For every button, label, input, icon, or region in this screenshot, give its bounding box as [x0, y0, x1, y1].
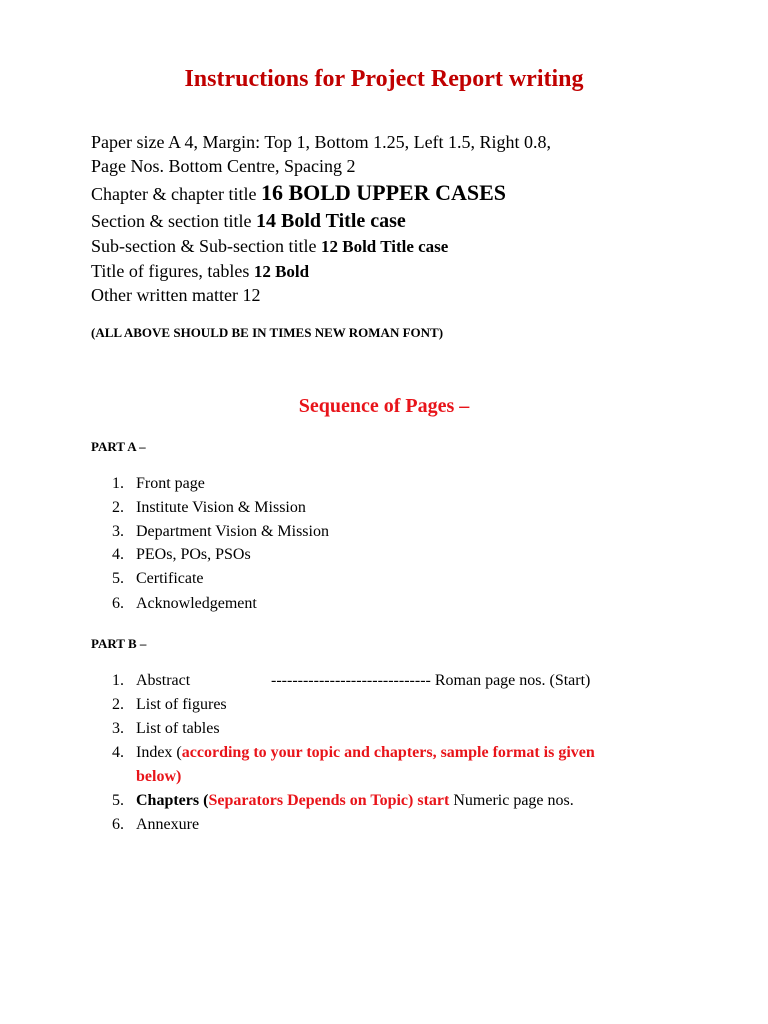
- chapters-label: Chapters (: [136, 792, 209, 809]
- spec-chapter-value: 16 BOLD UPPER CASES: [260, 180, 507, 205]
- list-text: Index (: [136, 744, 182, 761]
- list-number: 3.: [112, 523, 124, 540]
- list-number: 3.: [112, 720, 124, 737]
- spec-subsection-line: [91, 237, 448, 255]
- list-text: Department Vision & Mission: [136, 523, 329, 540]
- spec-subsection-value: 12 Bold Title case: [320, 237, 449, 256]
- list-number: 1.: [112, 475, 124, 492]
- list-text: Front page: [136, 475, 205, 492]
- list-number: 4.: [112, 744, 124, 761]
- roman-page-note: Roman page nos. (Start): [430, 672, 591, 689]
- index-line: [136, 745, 595, 761]
- list-text: List of figures: [136, 696, 227, 713]
- list-number: 2.: [112, 696, 124, 713]
- spec-subsection-label: Sub-section & Sub-section title: [91, 236, 321, 256]
- spec-section-value: 14 Bold Title case: [255, 210, 406, 232]
- list-number: 5.: [112, 570, 124, 587]
- list-text: Institute Vision & Mission: [136, 499, 306, 516]
- list-text: Certificate: [136, 570, 204, 587]
- spec-figures-line: [91, 262, 309, 280]
- font-note: (ALL ABOVE SHOULD BE IN TIMES NEW ROMAN FONT): [91, 325, 444, 340]
- spec-chapter-line: [91, 182, 506, 204]
- spec-figures-label: Title of figures, tables: [91, 261, 254, 281]
- index-note-continued: below): [136, 768, 182, 785]
- list-text: PEOs, POs, PSOs: [136, 546, 251, 563]
- list-number: 6.: [112, 816, 124, 833]
- part-b-heading: PART B –: [91, 636, 147, 651]
- spec-chapter-label: Chapter & chapter title: [91, 184, 261, 204]
- sequence-heading: Sequence of Pages –: [298, 395, 470, 417]
- spec-paper-line: Paper size A 4, Margin: Top 1, Bottom 1.25, Left 1.5, Right 0.8,: [91, 132, 552, 152]
- spec-page-numbers-line: Page Nos. Bottom Centre, Spacing 2: [91, 156, 356, 176]
- list-number: 4.: [112, 546, 124, 563]
- list-number: 5.: [112, 792, 124, 809]
- list-text: Acknowledgement: [136, 595, 257, 612]
- abstract-note: [271, 673, 590, 689]
- chapters-line: [136, 793, 574, 809]
- list-text: Annexure: [136, 816, 200, 833]
- list-number: 1.: [112, 672, 124, 689]
- spec-section-line: [91, 211, 406, 231]
- list-number: 2.: [112, 499, 124, 516]
- list-number: 6.: [112, 595, 124, 612]
- list-text: List of tables: [136, 720, 220, 737]
- spec-other-line: Other written matter 12: [91, 285, 261, 305]
- spec-figures-value: 12 Bold: [253, 262, 310, 281]
- dash-leader: ------------------------------: [271, 672, 431, 689]
- list-text: Abstract: [136, 672, 191, 689]
- spec-section-label: Section & section title: [91, 211, 256, 231]
- document-title: Instructions for Project Report writing: [184, 66, 584, 92]
- index-note: according to your topic and chapters, sample format is given: [181, 744, 595, 761]
- numeric-page-note: Numeric page nos.: [449, 792, 574, 809]
- chapters-note: Separators Depends on Topic) start: [208, 792, 450, 809]
- part-a-heading: PART A –: [91, 439, 146, 454]
